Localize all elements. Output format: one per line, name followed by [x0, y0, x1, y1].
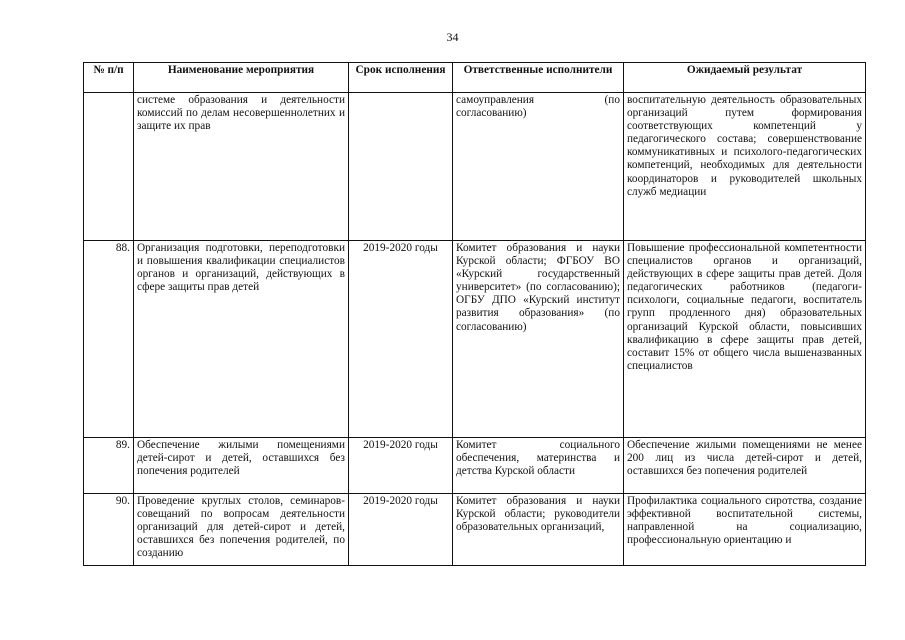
table-row	[84, 494, 866, 566]
header-term: Срок исполнения	[349, 63, 453, 93]
header-resp: Ответственные исполнители	[453, 63, 624, 93]
table-header-row	[84, 63, 866, 93]
row-name: Проведение круглых столов, семинаров-совещаний по вопросам деятельности организаций для детей-сирот и детей, оставшихся без попечения родителей, по созданию	[134, 494, 349, 566]
header-name: Наименование мероприятия	[134, 63, 349, 93]
page-number: 34	[446, 30, 459, 44]
row-result: Обеспечение жилыми помещениями не менее 200 лиц из числа детей-сирот и детей, оставшихся без попечения родителей	[624, 438, 866, 494]
header-num: № п/п	[84, 63, 134, 93]
row-resp: самоуправления (по согласованию)	[453, 93, 624, 241]
plan-table	[83, 62, 866, 566]
row-resp: Комитет образования и науки Курской области; ФГБОУ ВО «Курский государственный университет» (по согласованию); ОГБУ ДПО «Курский институт развития образования» (по согласованию)	[453, 241, 624, 438]
row-term: 2019-2020 годы	[349, 494, 453, 566]
row-term	[349, 93, 453, 241]
row-result: Повышение профессиональной компетентности специалистов органов и организаций, действующих в сфере защиты прав детей. Доля педагогических работников (педагоги-психологи, социальные педагоги, воспитатель групп продленного дня) образовательных организаций Курской области, повысивших квалификацию в сфере защиты прав детей, составит 15% от общего числа вышеназванных специалистов	[624, 241, 866, 438]
row-result: Профилактика социального сиротства, создание эффективной воспитательной системы, направленной на социализацию, профессиональную ориентацию и	[624, 494, 866, 566]
row-name: системе образования и деятельности комиссий по делам несовершеннолетних и защите их прав	[134, 93, 349, 241]
table-row	[84, 93, 866, 241]
row-num: 90.	[84, 494, 134, 566]
row-resp: Комитет образования и науки Курской области; руководители образовательных организаций,	[453, 494, 624, 566]
row-num	[84, 93, 134, 241]
table-row	[84, 438, 866, 494]
row-num: 89.	[84, 438, 134, 494]
row-term: 2019-2020 годы	[349, 241, 453, 438]
row-name: Организация подготовки, переподготовки и повышения квалификации специалистов органов и организаций, действующих в сфере защиты прав детей	[134, 241, 349, 438]
row-resp: Комитет социального обеспечения, материнства и детства Курской области	[453, 438, 624, 494]
row-result: воспитательную деятельность образовательных организаций путем формирования соответствующих компетенций у педагогического состава; совершенствование коммуникативных и психолого-педагогических компетенций, необходимых для деятельности координаторов и руководителей школьных служб медиации	[624, 93, 866, 241]
row-name: Обеспечение жилыми помещениями детей-сирот и детей, оставшихся без попечения родителей	[134, 438, 349, 494]
row-num: 88.	[84, 241, 134, 438]
header-result: Ожидаемый результат	[624, 63, 866, 93]
table-row	[84, 241, 866, 438]
row-term: 2019-2020 годы	[349, 438, 453, 494]
